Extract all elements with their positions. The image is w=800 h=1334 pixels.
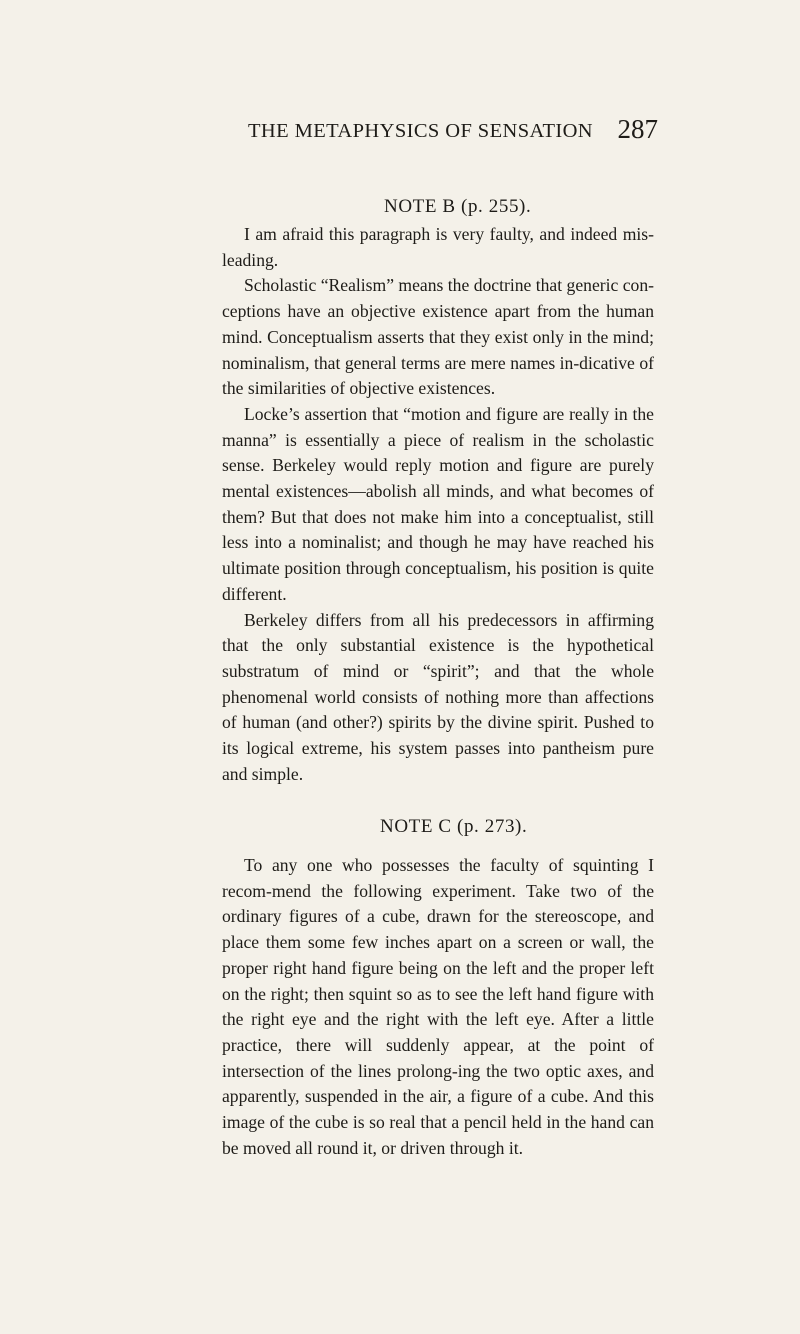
- note-c-body: [222, 853, 654, 1161]
- note-c-paragraph: To any one who possesses the faculty of squinting I recom-mend the following experiment. Take two of the ordinary figures of a cube, drawn for the stereoscope, and place them some few inches apart on a screen or wall, the proper right hand figure being on the left and the proper left on the right; then squint so as to see the left hand figure with the right eye and the right with the left eye. After a little practice, there will suddenly appear, at the point of intersection of the lines prolong-ing the two optic axes, and apparently, suspended in the air, a figure of a cube. And this image of the cube is so real that a pencil held in the hand can be moved all round it, or driven through it.: [222, 855, 654, 1158]
- note-b-body: [222, 222, 654, 787]
- note-b-paragraph: Locke’s assertion that “motion and figure are really in the manna” is essentially a piece of realism in the scholastic sense. Berkeley would reply motion and figure are purely mental existences—abolish all minds, and what becomes of them? But that does not make him into a conceptualist, still less into a nominalist; and though he may have reached his ultimate position through conceptualism, his position is quite different.: [222, 403, 654, 604]
- note-b-paragraph: Scholastic “Realism” means the doctrine that generic con-ceptions have an objective existence apart from the human mind. Conceptualism asserts that they exist only in the mind; nominalism, that general terms are mere names in-dicative of the similarities of objective existences.: [222, 275, 654, 399]
- note-b-heading: NOTE B (p. 255).: [384, 196, 532, 217]
- note-b-paragraph: I am afraid this paragraph is very faulty, and indeed mis-leading.: [222, 224, 654, 270]
- note-c-heading: NOTE C (p. 273).: [380, 816, 528, 837]
- note-b-paragraph: Berkeley differs from all his predecessors in affirming that the only substantial existence is the hypothetical substratum of mind or “spirit”; and that the whole phenomenal world consists of nothing more than affections of human (and other?) spirits by the divine spirit. Pushed to its logical extreme, his system passes into pantheism pure and simple.: [222, 609, 654, 784]
- running-title: THE METAPHYSICS OF SENSATION: [248, 120, 593, 142]
- page-number: 287: [617, 114, 658, 144]
- running-head: [248, 114, 658, 154]
